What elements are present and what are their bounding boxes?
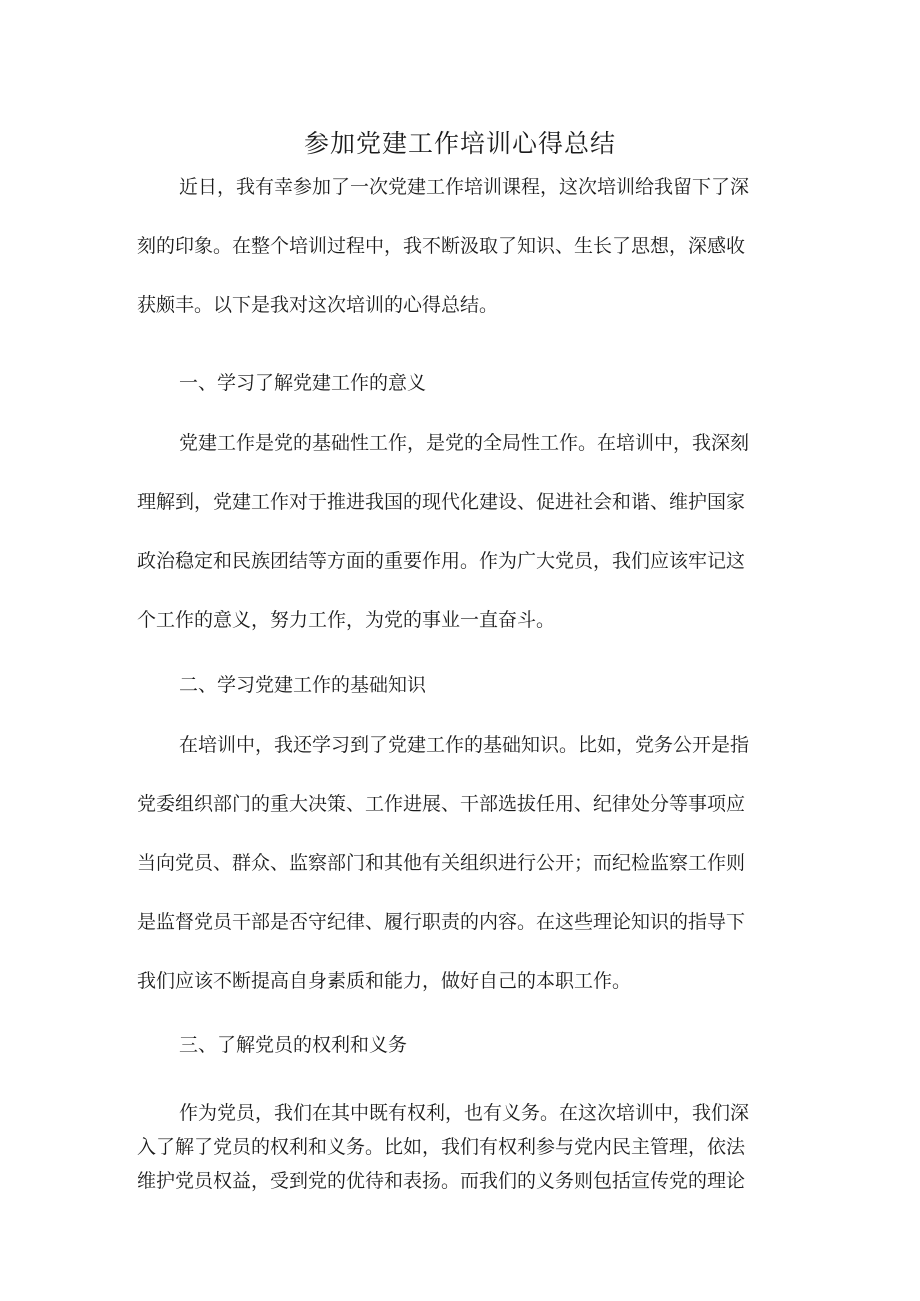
text-line: 党委组织部门的重大决策、工作进展、干部选拔任用、纪律处分等事项应 [137,793,746,815]
section-1-paragraph [137,414,787,650]
text-line: 获颇丰。以下是我对这次培训的心得总结。 [137,294,499,316]
section-2-paragraph [137,716,787,1011]
text-line: 理解到，党建工作对于推进我国的现代化建设、促进社会和谐、维护国家 [137,491,746,513]
text-line: 在培训中，我还学习到了党建工作的基础知识。比如，党务公开是指 [179,734,750,756]
text-line: 刻的印象。在整个培训过程中，我不断汲取了知识、生长了思想，深感收 [137,235,746,257]
section-3-paragraph [137,1096,787,1198]
text-line: 近日，我有幸参加了一次党建工作培训课程，这次培训给我留下了深 [179,176,750,198]
text-line: 党建工作是党的基础性工作，是党的全局性工作。在培训中，我深刻 [179,432,750,454]
document-title: 参加党建工作培训心得总结 [303,129,616,158]
text-line: 个工作的意义，努力工作，为党的事业一直奋斗。 [137,609,556,631]
text-line: 政治稳定和民族团结等方面的重要作用。作为广大党员，我们应该牢记这 [137,550,746,572]
text-line: 入了解了党员的权利和义务。比如，我们有权利参与党内民主管理，依法 [137,1136,746,1158]
text-line: 是监督党员干部是否守纪律、履行职责的内容。在这些理论知识的指导下 [137,911,746,933]
intro-paragraph [137,158,787,335]
section-heading-3: 三、了解党员的权利和义务 [179,1034,408,1056]
text-line: 当向党员、群众、监察部门和其他有关组织进行公开；而纪检监察工作则 [137,852,746,874]
section-heading-1: 一、学习了解党建工作的意义 [179,372,427,394]
section-heading-2: 二、学习党建工作的基础知识 [179,674,427,696]
text-line: 维护党员权益，受到党的优待和表扬。而我们的义务则包括宣传党的理论 [137,1170,746,1192]
text-line: 作为党员，我们在其中既有权利，也有义务。在这次培训中，我们深 [179,1102,750,1124]
text-line: 我们应该不断提高自身素质和能力，做好自己的本职工作。 [137,970,632,992]
